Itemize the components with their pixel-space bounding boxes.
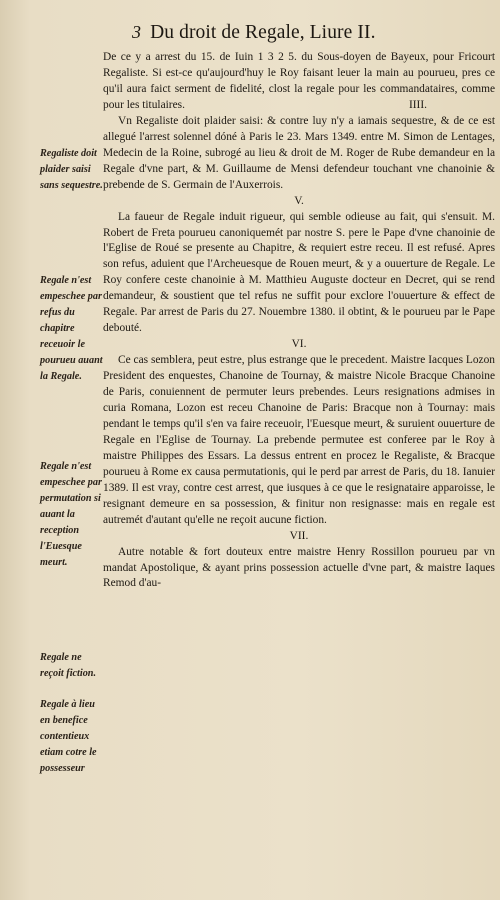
paragraph-0: De ce y a arrest du 15. de Iuin 1 3 2 5. du Sous-doyen de Bayeux, pour Fricourt Regaliste. Si est-ce qu'aujourd'huy le Roy faisant leuer la main au pourueu, pres ce qu'il aura faict serment de fidelité, clost la regale pour les commandataires, comme pour les titulaires. — [103, 51, 495, 111]
running-title: Du droit de Regale, Liure II. — [150, 22, 376, 43]
margin-note-3: Regale n'est empeschee par permutation si auant la reception l'Euesque meurt. — [40, 461, 102, 568]
main-text — [103, 50, 495, 592]
page-number: 3 — [132, 22, 142, 42]
paragraph-4: Autre notable & fort douteux entre maistre Henry Rossillon pourueu par vn mandat Apostolique, & ayant prins possession actuelle d'vne part, & maistre Iaques Remod d'au- — [103, 545, 495, 590]
paragraph-3: Ce cas semblera, peut estre, plus estrange que le precedent. Maistre Iacques Lozon President des enquestes, Chanoine de Tournay, & maistre Nicole Bracque Chanoine de Paris, conuiennent de permuter leurs prebendes. Leurs resignations admises in curia Romana, Lozon est receu Chanoine de Paris: Bracque non à Tournay: mais pendant le temps qu'il s'en va faire receuoir, l'Euesque meurt, & suruient ouuerture de Regale en l'Eglise de Tournay. La prebende permutee est conferee par le Roy à maistre Philippes des Essars. La dessus entrent en procez le Regaliste, & Bracque pourueu à Rome ex causa permutationis, qui le perd par arrest de Paris, du 18. Ianuier 1389. Il est vray, contre cest arrest, que iusques à ce que le resignataire apparoisse, le resignant demeure en sa possession, & finitur non resignasse: mais en regale est autremét d'autant qu'elle ne reçoit aucune fiction. — [103, 354, 495, 526]
margin-note-4: Regale ne reçoit fiction. — [40, 652, 97, 679]
margin-note-2: Regale n'est empeschee par refus du chapitre receuoir le pourueu auant la Regale. — [40, 275, 103, 382]
margin-note-5: Regale à lieu en benefice contentieux etiam cotre le possesseur — [40, 699, 97, 774]
section-number-6: VI. — [291, 338, 307, 351]
margin-note-1: Regaliste doit plaider saisi sans sequestre. — [40, 148, 103, 191]
paragraph-2: La faueur de Regale induit rigueur, qui semble odieuse au fait, qui s'ensuit. M. Robert de Freta pourueu canoniquemét par nostre S. pere le Pape d'vne chanoinie de l'Eglise de Roué se presente au Chapitre, & requiert estre receu. Il est refusé. Apres son refus, aduient que l'Archeuesque de Rouen meurt, & y a ouuerture de Regale. Le Roy confere ceste chanoinie à M. Matthieu Auguste docteur en Decret, qui se rend demandeur, & soustient que tel refus ne suffit pour exclore l'ouuerture & effect de Regale. Par arrest de Paris du 27. Nouembre 1380. il obtint, & le pourueu par le Pape debouté. — [103, 210, 495, 335]
section-number-5: V. — [294, 194, 304, 207]
section-number-4: IIII. — [408, 98, 427, 111]
paragraph-1: Vn Regaliste doit plaider saisi: & contre luy n'y a iamais sequestre, & de ce est allegué l'arrest solennel dóné à Paris le 23. Mars 1349. entre M. Simon de Lentages, Medecin de la Roine, subrogé au lieu & droit de M. Roger de Rube demandeur en la Regale d'vne part, & M. Guillaume de Mensi defendeur touchant vne chanoinie & prebende de S. Germain de l'Auxerrois. — [103, 114, 495, 191]
running-header — [132, 22, 472, 44]
section-number-7: VII. — [289, 529, 309, 542]
